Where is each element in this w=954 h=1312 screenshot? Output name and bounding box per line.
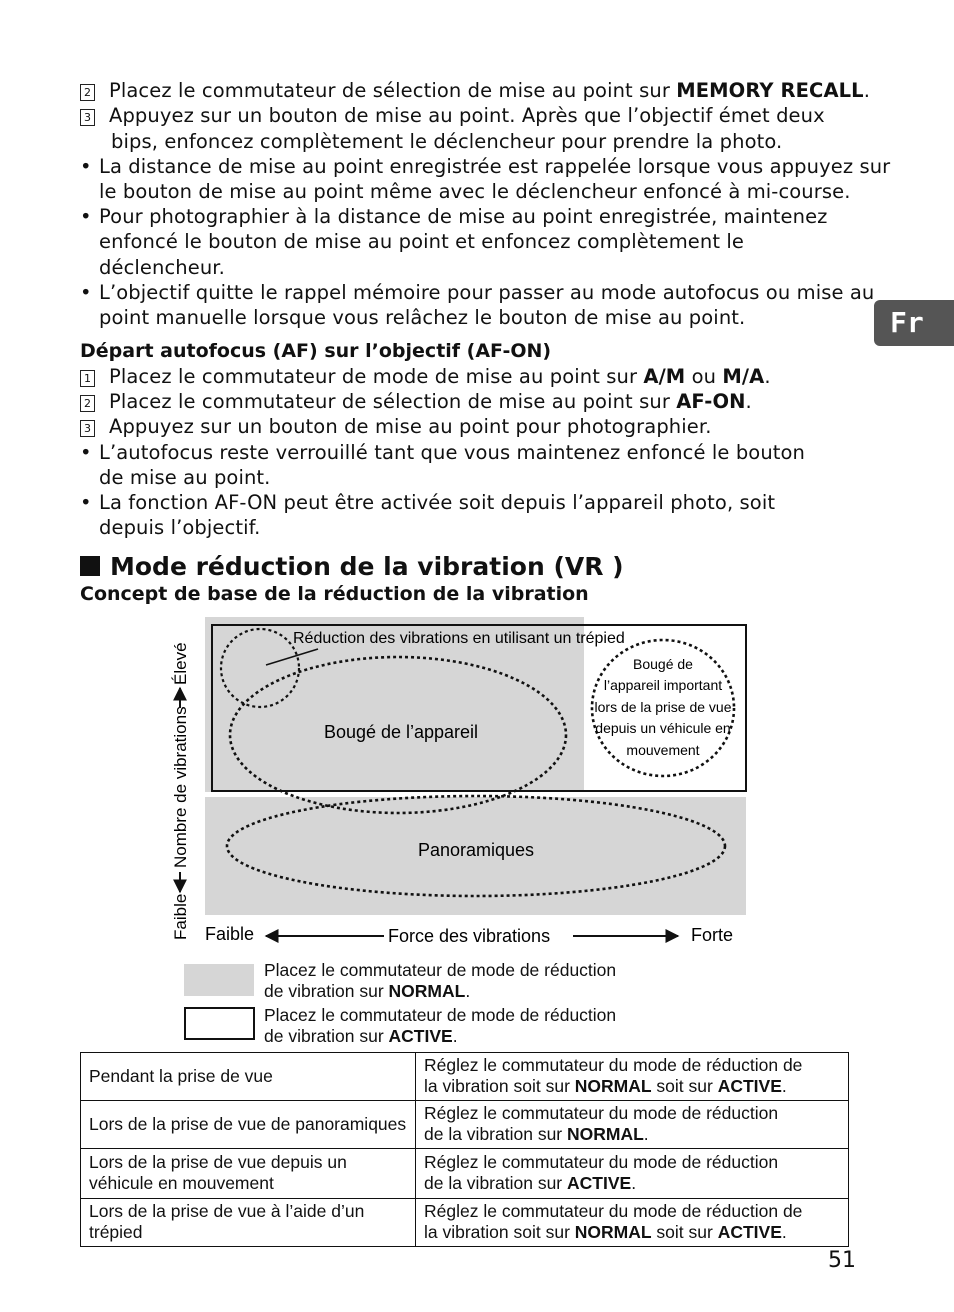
setting-cell: Réglez le commutateur du mode de réduction de la vibration sur NORMAL. — [416, 1101, 849, 1149]
vehicle-label-4: depuis un véhicule en — [595, 720, 731, 736]
vehicle-label-3: lors de la prise de vue — [594, 699, 732, 715]
bullet-icon: • — [80, 441, 92, 464]
step-number: 2 — [80, 84, 95, 101]
bullet-text: de mise au point. — [99, 466, 271, 489]
bullet-icon: • — [80, 205, 92, 228]
legend-normal-swatch — [184, 964, 254, 996]
afon-step-2: 2 Placez le commutateur de sélection de mise au point sur AF-ON. — [80, 389, 752, 414]
table-row — [81, 1101, 849, 1149]
table-row — [81, 1149, 849, 1199]
bullet-text: La distance de mise au point enregistrée est rappelée lorsque vous appuyez sur — [99, 155, 891, 178]
bullet-text: L’autofocus reste verrouillé tant que vous maintenez enfoncé le bouton — [99, 441, 806, 464]
y-axis — [171, 642, 190, 940]
tripod-label: Réduction des vibrations en utilisant un trépied — [293, 630, 625, 647]
legend-active-swatch — [185, 1008, 254, 1039]
afon-step-1: 1 Placez le commutateur de mode de mise au point sur A/M ou M/A. — [80, 364, 771, 389]
step-number: 3 — [80, 420, 95, 437]
page-number: 51 — [828, 1248, 856, 1273]
bullet-icon: • — [80, 281, 92, 304]
afon-step-3: 3 Appuyez sur un bouton de mise au point pour photographier. — [80, 414, 712, 439]
panning-label: Panoramiques — [417, 840, 535, 860]
bullet-text: le bouton de mise au point même avec le déclencheur enfoncé à mi-course. — [99, 180, 851, 203]
x-axis-high: Forte — [691, 925, 734, 945]
bullet-text: depuis l’objectif. — [99, 516, 261, 539]
step-3: 3 Appuyez sur un bouton de mise au point. Après que l’objectif émet deux — [80, 103, 825, 128]
table-row — [81, 1199, 849, 1247]
setting-cell: Réglez le commutateur du mode de réduction de la vibration soit sur NORMAL soit sur ACTIVE. — [416, 1053, 849, 1101]
camera-shake-label: Bougé de l’appareil — [323, 722, 479, 742]
setting-cell: Réglez le commutateur du mode de réduction de la vibration soit sur NORMAL soit sur ACTIVE. — [416, 1199, 849, 1247]
bullet-text: point manuelle lorsque vous relâchez le bouton de mise au point. — [99, 306, 746, 329]
vehicle-label-2: l’appareil important — [603, 677, 723, 693]
situation-cell: Lors de la prise de vue depuis un véhicule en mouvement — [81, 1149, 416, 1199]
setting-cell: Réglez le commutateur du mode de réduction de la vibration sur ACTIVE. — [416, 1149, 849, 1199]
bullet-icon: • — [80, 155, 92, 178]
step-number: 3 — [80, 109, 95, 126]
y-axis-label: Nombre de vibrations — [171, 706, 190, 868]
situation-cell: Lors de la prise de vue à l’aide d’un trépied — [81, 1199, 416, 1247]
y-axis-high: Élevé — [171, 642, 190, 685]
diagram-subtitle: Concept de base de la réduction de la vibration — [80, 583, 589, 605]
bullet-text: La fonction AF-ON peut être activée soit depuis l’appareil photo, soit — [99, 491, 776, 514]
bullet-icon: • — [80, 491, 92, 514]
x-axis-low: Faible — [205, 924, 255, 944]
step-2: 2 Placez le commutateur de sélection de mise au point sur MEMORY RECALL. — [80, 78, 870, 103]
table-row — [81, 1053, 849, 1101]
vehicle-label-1: Bougé de — [633, 656, 693, 672]
bullet-text: enfoncé le bouton de mise au point et enfoncez complètement le — [99, 230, 745, 253]
bullet-text: Pour photographier à la distance de mise au point enregistrée, maintenez — [99, 205, 828, 228]
language-tab[interactable]: Fr — [874, 300, 954, 346]
step-3-cont: bips, enfoncez complètement le déclencheur pour prendre la photo. — [111, 130, 783, 153]
section-title: Mode réduction de la vibration (VR ) — [80, 552, 624, 582]
afon-heading: Départ autofocus (AF) sur l’objectif (AF-ON) — [80, 340, 552, 362]
vr-settings-table — [80, 1052, 849, 1247]
step-number: 1 — [80, 370, 95, 387]
bullet-text: L’objectif quitte le rappel mémoire pour passer au mode autofocus ou mise au — [99, 281, 875, 304]
y-axis-low: Faible — [171, 893, 190, 940]
vehicle-label-5: mouvement — [626, 742, 700, 758]
bullet-text: déclencheur. — [99, 256, 225, 279]
legend-active: Placez le commutateur de mode de réduction de vibration sur ACTIVE. — [264, 1005, 617, 1046]
x-axis-label: Force des vibrations — [388, 926, 551, 946]
step-number: 2 — [80, 395, 95, 412]
situation-cell: Pendant la prise de vue — [81, 1053, 416, 1101]
situation-cell: Lors de la prise de vue de panoramiques — [81, 1101, 416, 1149]
legend-normal: Placez le commutateur de mode de réduction de vibration sur NORMAL. — [264, 960, 617, 1001]
